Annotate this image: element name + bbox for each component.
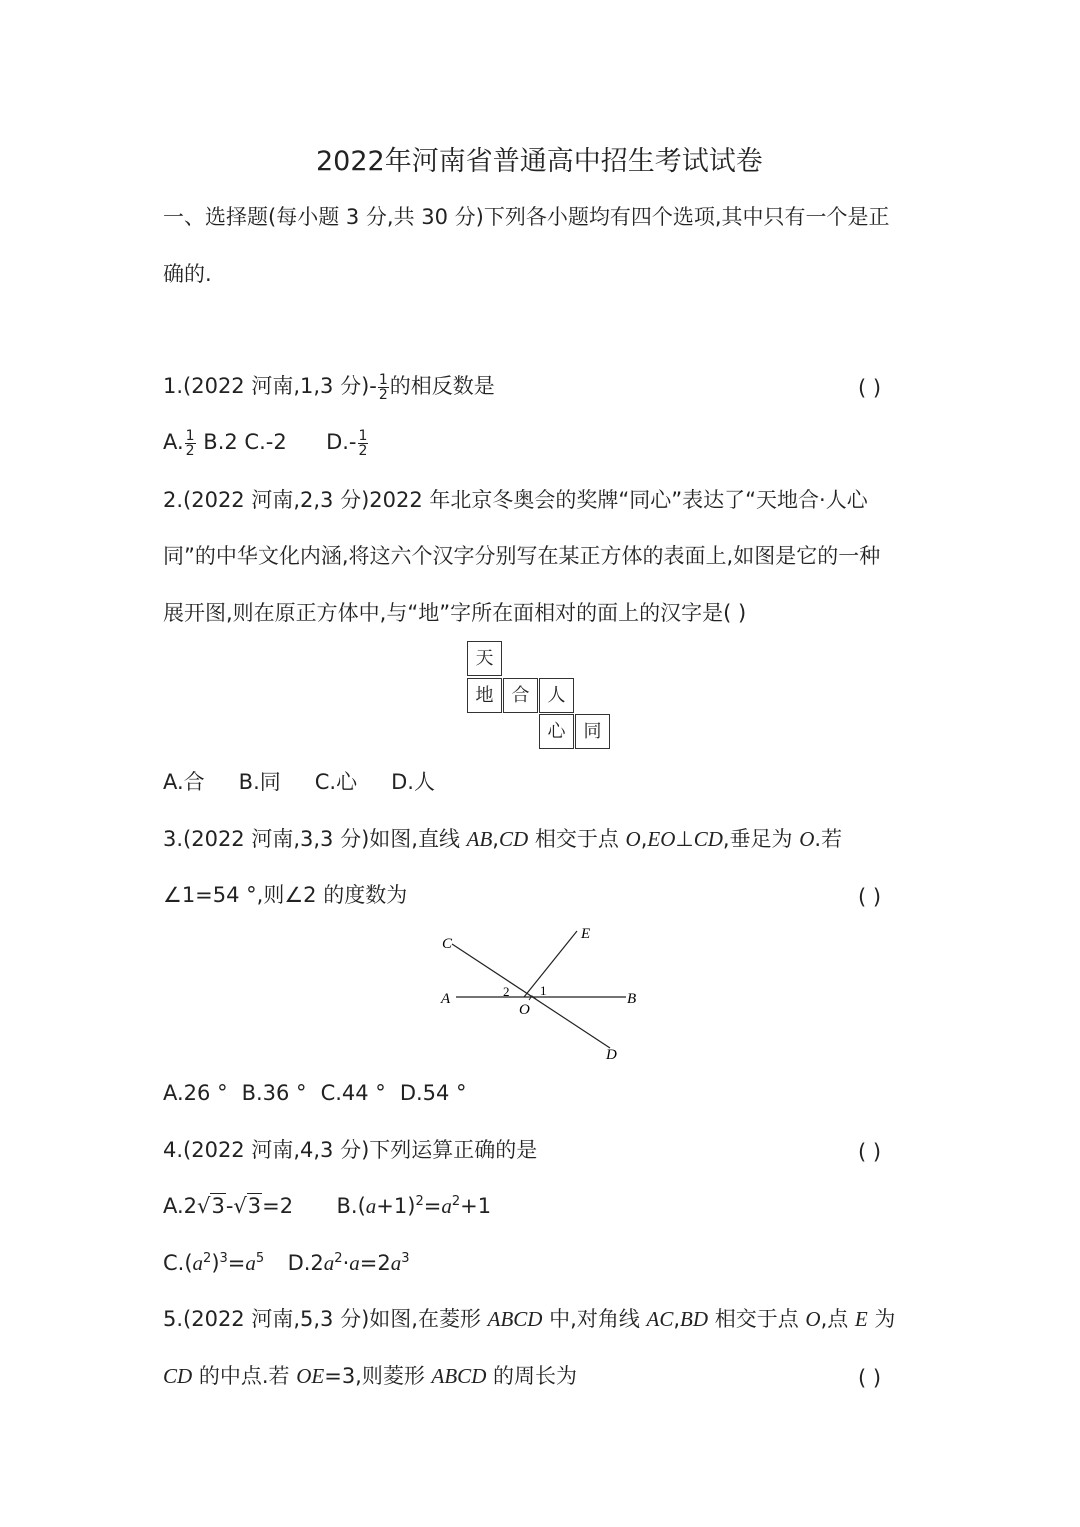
question-2-line2: 同”的中华文化内涵,将这六个汉字分别写在某正方体的表面上,如图是它的一种 (163, 544, 881, 568)
q2-option-d: D.人 (391, 770, 435, 794)
q5-var-o: O (805, 1307, 821, 1331)
perpendicular-symbol: ⊥ (675, 827, 694, 851)
q4-options-row1 (163, 1192, 491, 1220)
question-3-line2: ∠1=54 °,则∠2 的度数为 (163, 883, 408, 907)
q1-prefix: 1.(2022 河南,1,3 分)- (163, 374, 377, 398)
q3-text: .若 (814, 827, 843, 851)
q1-option-d-fraction (358, 429, 369, 458)
q4-text: =2 (262, 1194, 294, 1218)
q3-text: 3.(2022 河南,3,3 分)如图,直线 (163, 827, 467, 851)
page-title: 2022年河南省普通高中招生考试试卷 (316, 146, 763, 177)
q5-text: 的中点.若 (192, 1364, 297, 1388)
q1-option-d (326, 427, 369, 459)
q4-text: = (423, 1194, 442, 1218)
intersecting-lines-figure (430, 918, 660, 1068)
q4-exponent: 2 (415, 1194, 424, 1209)
q3-var-eo: EO (647, 827, 676, 851)
q4-text: = (227, 1251, 246, 1275)
q4-text: - (225, 1194, 234, 1218)
q1-option-d-num: 1 (358, 427, 368, 444)
question-2-line1: 2.(2022 河南,2,3 分)2022 年北京冬奥会的奖牌“同心”表达了“天地合·人心 (163, 488, 868, 512)
q1-option-a-fraction (185, 429, 196, 458)
q3-text: ,垂足为 (722, 827, 800, 851)
q5-text: =3,则菱形 (324, 1364, 432, 1388)
section-heading-line2: 确的. (163, 262, 212, 286)
q1-option-c: C.-2 (244, 430, 287, 454)
q4-text: +1 (460, 1194, 492, 1218)
q4-exponent: 5 (255, 1251, 265, 1266)
net-cell: 合 (503, 678, 538, 713)
q4-var-a: a (390, 1251, 402, 1275)
q4-var-a: a (365, 1194, 377, 1218)
q4-text: B.( (336, 1194, 366, 1218)
q4-exponent: 2 (203, 1251, 212, 1266)
q5-text: 中,对角线 (542, 1307, 647, 1331)
label-a: A (441, 991, 451, 1007)
q4-option-c (163, 1251, 264, 1275)
q2-option-a: A.合 (163, 770, 205, 794)
question-1-stem (163, 372, 495, 402)
q4-option-d (288, 1251, 410, 1275)
q4-text: =2 (359, 1251, 391, 1275)
q4-exponent: 2 (451, 1194, 461, 1209)
q3-option-c: C.44 ° (320, 1081, 386, 1105)
q2-option-b: B.同 (238, 770, 281, 794)
q4-var-a: a (323, 1251, 335, 1275)
q4-text: ) (211, 1251, 220, 1275)
q4-var-a: a (245, 1251, 256, 1275)
q4-var-a: a (349, 1251, 360, 1275)
label-c: C (442, 936, 453, 952)
q3-option-d: D.54 ° (399, 1081, 467, 1105)
q4-exponent: 3 (219, 1251, 228, 1266)
q5-text: ,点 (820, 1307, 855, 1331)
question-5-line2 (163, 1362, 577, 1390)
q5-var-cd: CD (163, 1364, 193, 1388)
label-d: D (606, 1047, 617, 1063)
net-cell: 同 (575, 714, 610, 749)
q5-text: 的周长为 (486, 1364, 578, 1388)
q2-option-c: C.心 (314, 770, 358, 794)
q1-option-a-num: 1 (185, 427, 195, 444)
q4-text: C.( (163, 1251, 193, 1275)
q5-var-abcd: ABCD (431, 1364, 487, 1388)
q1-option-a-den: 2 (185, 442, 195, 459)
q4-option-b (337, 1194, 492, 1218)
question-5-line1 (163, 1305, 895, 1333)
net-cell: 心 (539, 714, 574, 749)
q3-var-o: O (625, 827, 641, 851)
q3-answer-paren: ( ) (858, 885, 882, 909)
q1-frac-num: 1 (378, 371, 388, 388)
net-cell: 人 (539, 678, 574, 713)
q4-var-a: a (441, 1194, 452, 1218)
question-4-stem: 4.(2022 河南,4,3 分)下列运算正确的是 (163, 1138, 538, 1162)
q1-option-d-label: D.- (326, 430, 357, 454)
q5-answer-paren: ( ) (858, 1366, 882, 1390)
q5-text: 5.(2022 河南,5,3 分)如图,在菱形 (163, 1307, 488, 1331)
q5-var-abcd: ABCD (487, 1307, 543, 1331)
q3-options (163, 1079, 467, 1107)
label-o: O (519, 1002, 530, 1018)
q1-suffix: 的相反数是 (389, 374, 495, 398)
label-e: E (581, 926, 591, 942)
question-2-line3: 展开图,则在原正方体中,与“地”字所在面相对的面上的汉字是( ) (163, 601, 747, 625)
q4-exponent: 2 (334, 1251, 343, 1266)
q5-var-ac: AC (646, 1307, 674, 1331)
section-heading-line1: 一、选择题(每小题 3 分,共 30 分)下列各小题均有四个选项,其中只有一个是正 (163, 205, 890, 229)
q1-frac-den: 2 (378, 386, 388, 403)
q5-text: , (673, 1307, 681, 1331)
ray-oe (524, 931, 577, 997)
q1-option-a-label: A. (163, 430, 184, 454)
q3-text: , (640, 827, 648, 851)
q4-exponent: 3 (401, 1251, 410, 1266)
q4-text: +1) (376, 1194, 416, 1218)
q5-text: 为 (867, 1307, 896, 1331)
q2-options (163, 768, 435, 796)
q4-text: D.2 (287, 1251, 324, 1275)
question-3-line1 (163, 825, 842, 853)
q4-radicand: 3 (247, 1194, 262, 1218)
sqrt-symbol: √3 (197, 1194, 225, 1218)
q3-text: 相交于点 (528, 827, 626, 851)
q3-text: , (492, 827, 499, 851)
q1-fraction (378, 373, 389, 402)
q4-text: · (342, 1251, 350, 1275)
q3-option-a: A.26 ° (163, 1081, 228, 1105)
q5-var-bd: BD (680, 1307, 709, 1331)
q1-option-b: B.2 (203, 430, 238, 454)
q1-option-a (163, 427, 197, 459)
line-cd (452, 944, 610, 1048)
q4-option-a (163, 1194, 293, 1218)
q4-answer-paren: ( ) (858, 1140, 882, 1164)
q1-option-d-den: 2 (358, 442, 368, 459)
angle-label-2: 2 (503, 984, 510, 999)
net-cell: 地 (467, 678, 502, 713)
q3-option-b: B.36 ° (241, 1081, 307, 1105)
q3-var-ab: AB (466, 827, 493, 851)
cube-net-figure (467, 641, 615, 751)
sqrt-symbol: √3 (233, 1194, 262, 1218)
angle-label-1: 1 (540, 983, 547, 998)
q5-text: 相交于点 (708, 1307, 806, 1331)
q5-var-e: E (854, 1307, 868, 1331)
label-b: B (627, 991, 637, 1007)
q3-var-o: O (799, 827, 815, 851)
q5-var-oe: OE (296, 1364, 325, 1388)
q4-var-a: a (192, 1251, 204, 1275)
q4-text: A.2 (163, 1194, 198, 1218)
q1-options (163, 428, 369, 458)
net-cell: 天 (467, 641, 502, 676)
q4-options-row2 (163, 1249, 410, 1277)
q1-answer-paren: ( ) (858, 376, 882, 400)
q3-var-cd: CD (693, 827, 723, 851)
q3-var-cd: CD (498, 827, 529, 851)
q4-radicand: 3 (211, 1194, 225, 1218)
